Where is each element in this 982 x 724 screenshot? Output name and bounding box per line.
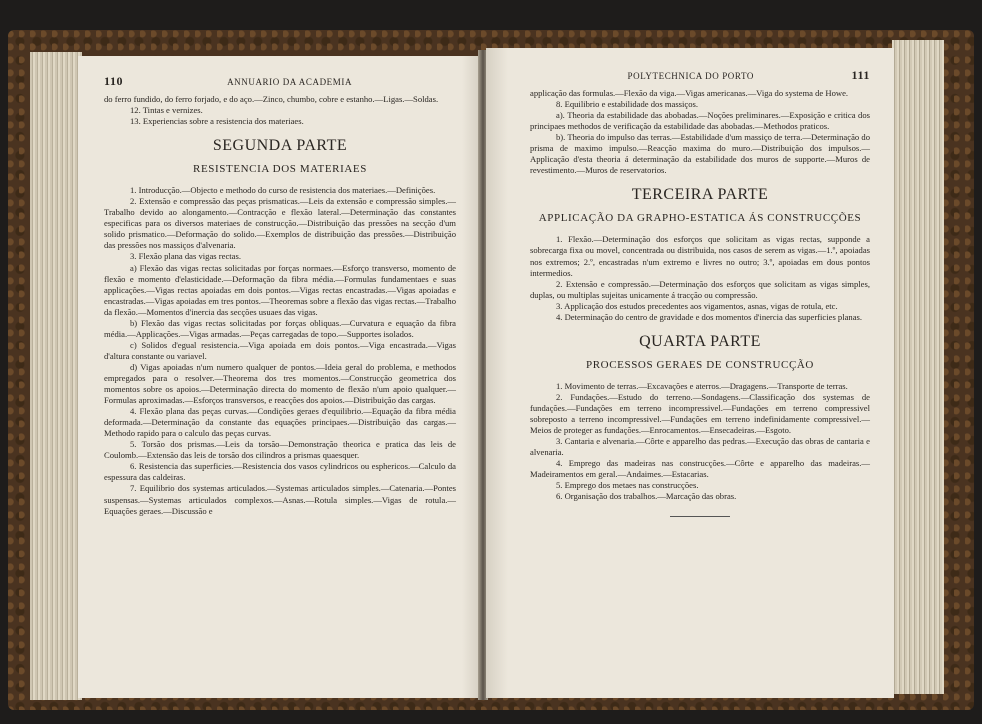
paragraph: c) Solidos d'egual resistencia.—Viga apoiada em dois pontos.—Viga encastrada.—Vigas d'altura constante ou variavel. (104, 339, 456, 361)
section-title-resistencia: RESISTENCIA DOS MATERIAES (193, 163, 367, 176)
part-title-quarta: QUARTA PARTE (639, 332, 761, 350)
left-intro-line: 12. Tintas e vernizes. (130, 105, 203, 116)
paragraph: b) Flexão das vigas rectas solicitadas por forças obliquas.—Curvatura e equação da fibra média.—Applicações.—Vigas armadas.—Peças carregadas de topo.—Supportes isolados. (104, 317, 456, 339)
end-rule (670, 516, 730, 517)
right-intro-paragraph: a). Theoria da estabilidade das abobadas.—Noções preliminares.—Exposição e critica dos principaes methodos de verificação da estabilidade das abobadas.—Methodos praticos. (530, 110, 870, 132)
paragraph: 1. Introducção.—Objecto e methodo do curso de resistencia dos materiaes.—Definições. (130, 185, 436, 196)
page-edges-left (30, 52, 82, 700)
paragraph: 2. Extensão e compressão.—Determinação dos esforços que solicitam as vigas simples, duplas, ou multiplas sujeitas unicamente á tracção ou compressão. (530, 278, 870, 300)
left-page-number: 110 (104, 74, 124, 88)
left-intro-line: 13. Experiencias sobre a resistencia dos materiaes. (130, 116, 304, 127)
right-intro-paragraph: 8. Equilibrio e estabilidade dos massiços. (556, 99, 699, 110)
paragraph: 5. Torsão dos prismas.—Leis da torsão—Demonstração theorica e pratica das leis de Coulomb.—Extensão das leis de torsão dos cilindros a prismas quaesquer. (104, 439, 456, 461)
section-title-processos: PROCESSOS GERAES DE CONSTRUCÇÃO (586, 358, 814, 371)
right-running-head: POLYTECHNICA DO PORTO (627, 71, 755, 81)
right-page-number: 111 (851, 68, 870, 82)
right-intro-paragraph: b). Theoria do impulso das terras.—Estabilidade d'um massiço de terra.—Determinação do prisma de maximo impulso.—Reacção maxima do muro.—Distribuição dos impulsos.—Applicação d'esta theoria á determinação da estabilidade dos muros de supporte.—Muros de revestimento.—Muros de reservatorios. (530, 132, 870, 176)
left-header (104, 76, 456, 88)
paragraph: 2. Fundações.—Estudo do terreno.—Sondagens.—Classificação dos systemas de fundações.—Fundações em terreno incompressivel.—Fundações em terreno compressivel sobreposto a terreno incompressivel.—Fundações em terreno indefinidamente compressivel.—Meios de proteger as fundações.—Enrocamentos.—Ensecadeiras.—Esgoto. (530, 391, 870, 435)
right-page (486, 48, 894, 698)
paragraph: d) Vigas apoiadas n'um numero qualquer de pontos.—Ideia geral do problema, e methodos empregados para o resolver.—Theorema dos tres momentos.—Construcção geometrica dos momentos sobre os apoios.—Determinação directa do momento de flexão n'um apoio qualquer.—Formulas aproximadas.—Esforços transversos, e reacções dos apoios.—Distribuição das cargas. (104, 361, 456, 406)
left-page (78, 56, 480, 698)
part-title-segunda: SEGUNDA PARTE (212, 137, 348, 155)
right-intro-paragraph: applicação das formulas.—Flexão da viga.—Vigas americanas.—Viga do systema de Howe. (530, 88, 849, 99)
paragraph: 1. Movimento de terras.—Excavações e aterros.—Dragagens.—Transporte de terras. (556, 380, 848, 391)
paragraph: 2. Extensão e compressão das peças prismaticas.—Leis da extensão e compressão simples.—Trabalho devido ao alongamento.—Contracção e flexão lateral.—Determinação das constantes especificas para os diversos materiaes de construcção.—Distribuição das pressões na secção d'um solido prismatico.—Deformação do solido.—Exemplos de distribuição das pressões.—Distribuição das pressões nos massiços d'alvenaria. (104, 196, 456, 251)
paragraph: 6. Organisação dos trabalhos.—Marcação das obras. (556, 491, 737, 502)
paragraph: 4. Flexão plana das peças curvas.—Condições geraes d'equilibrio.—Equação da fibra média deformada.—Determinação da constante das equações principaes.—Distribuição das cargas.—Methodo rapido para o calculo das peças curvas. (104, 406, 456, 439)
left-running-head: ANNUARIO DA ACADEMIA (227, 77, 353, 87)
paragraph: 3. Cantaria e alvenaria.—Côrte e apparelho das pedras.—Execução das obras de cantaria e alvenaria. (530, 436, 870, 458)
paragraph: 6. Resistencia das superficies.—Resistencia dos vasos cylindricos ou esphericos.—Calculo da espessura das caldeiras. (104, 461, 456, 483)
page-edges-right (892, 40, 944, 694)
paragraph: 5. Emprego dos metaes nas construcções. (556, 480, 699, 491)
right-header (530, 70, 870, 82)
left-intro-line: do ferro fundido, do ferro forjado, e do aço.—Zinco, chumbo, cobre e estanho.—Ligas.—Soldas. (104, 94, 439, 105)
section-title-grapho-estatica: APPLICAÇÃO DA GRAPHO-ESTATICA ÁS CONSTRUCÇÕES (538, 212, 862, 225)
paragraph: 3. Applicação dos estudos precedentes aos vigamentos, asnas, vigas de rotula, etc. (556, 300, 838, 311)
paragraph: 7. Equilibrio dos systemas articulados.—Systemas articulados simples.—Catenaria.—Pontes suspensas.—Systemas articulados complexos.—Asnas.—Rotula simples.—Vigas de rotula.—Equações geraes.—Discussão e (104, 483, 456, 516)
part-title-terceira: TERCEIRA PARTE (631, 186, 769, 204)
paragraph: a) Flexão das vigas rectas solicitadas por forças normaes.—Esforço transverso, momento de flexão e momento d'elasticidade.—Deformação da fibra média.—Formulas fundamentaes e suas applicações.—Vigas rectas apoiadas em dois pontos.—Vigas rectas encastradas.—Vigas apoiadas e encastradas.—Vigas apoiadas em tres pontos.—Theoremas sobre a flexão das vigas rectas.—Trabalho da flexão.—Momentos d'inercia das secções usuaes das vigas. (104, 262, 456, 317)
paragraph: 4. Emprego das madeiras nas construcções.—Côrte e apparelho das madeiras.—Madeiramentos em geral.—Andaimes.—Estacarias. (530, 458, 870, 480)
paragraph: 1. Flexão.—Determinação dos esforços que solicitam as vigas rectas, supponde a sobrecarga fixa ou movel, concentrada ou distribuida, nos casos de serem as vigas.—1.º, apoiadas nos extremos; 2.º, encastradas n'um extremo e livres no outro; 3.º, apoiadas em dous pontos intermedios. (530, 234, 870, 278)
paragraph: 4. Determinação do centro de gravidade e dos momentos d'inercia das superficies planas. (556, 311, 863, 322)
paragraph: 3. Flexão plana das vigas rectas. (130, 251, 241, 262)
